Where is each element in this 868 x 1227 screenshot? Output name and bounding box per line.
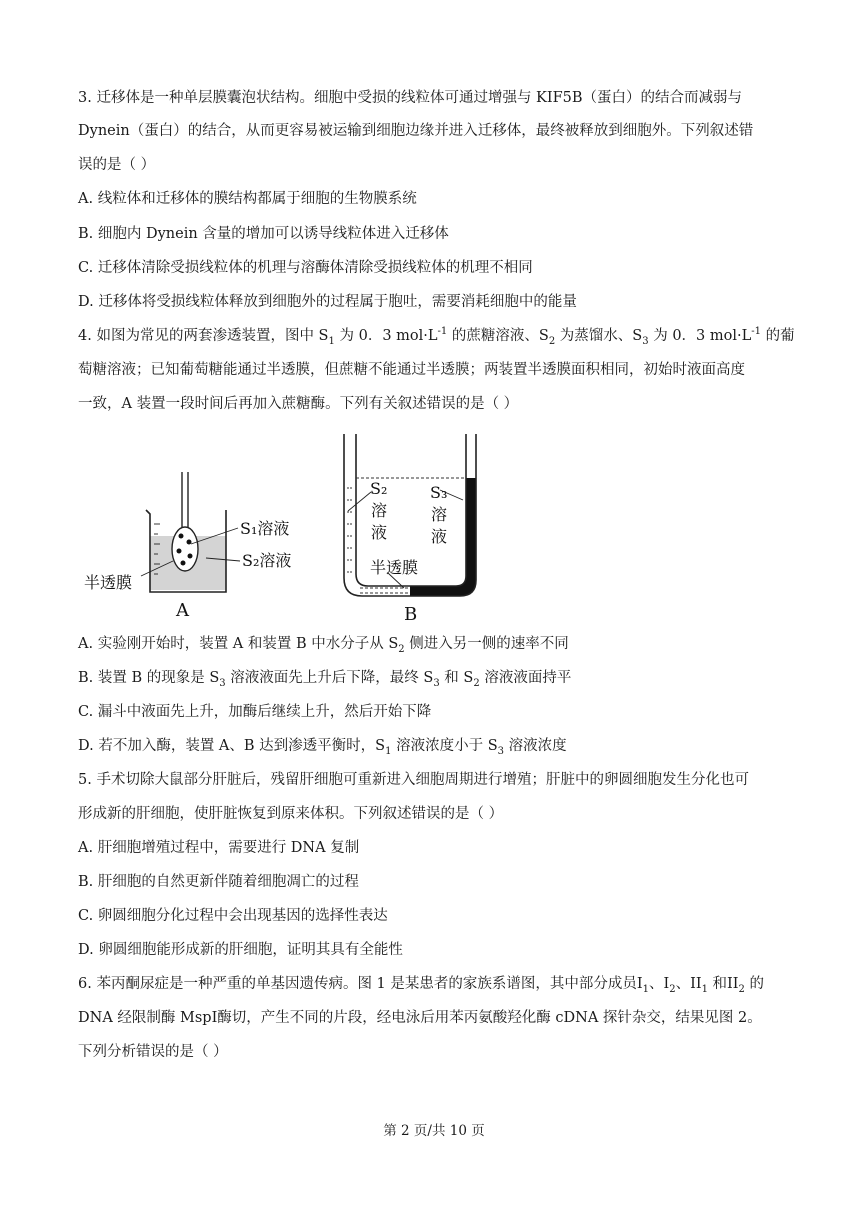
q3-option-c: C. 迁移体清除受损线粒体的机理与溶酶体清除受损线粒体的机理不相同: [78, 260, 533, 276]
b-s2-rong: 溶: [371, 501, 388, 520]
b-s3-label: S₃: [430, 483, 448, 502]
osmosis-figure: [78, 428, 498, 628]
q4-stem-line-3: 一致，A 装置一段时间后再加入蔗糖酶。下列有关叙述错误的是（ ）: [78, 396, 519, 412]
b-membrane-label: 半透膜: [370, 558, 419, 577]
a-s2-label: S₂溶液: [242, 551, 292, 570]
q3-stem-line-2: Dynein（蛋白）的结合，从而更容易被运输到细胞边缘并进入迁移体，最终被释放到细胞外。下列叙述错: [78, 123, 754, 139]
q4-option-d: D. 若不加入酶，装置 A、B 达到渗透平衡时，$S_1$ 溶液浓度小于 $S_3$ 溶液浓度: [78, 738, 567, 757]
osmosis-figure-svg: [78, 428, 498, 628]
b-s2-label: S₂: [370, 479, 388, 498]
q3-option-d: D. 迁移体将受损线粒体释放到细胞外的过程属于胞吐，需要消耗细胞中的能量: [78, 294, 577, 310]
b-s2-ye: 液: [371, 523, 388, 542]
q4-stem-line-2: 萄糖溶液；已知葡萄糖能通过半透膜，但蔗糖不能通过半透膜；两装置半透膜面积相同，初始时液面高度: [78, 362, 745, 378]
q3-option-a: A. 线粒体和迁移体的膜结构都属于细胞的生物膜系统: [78, 191, 417, 207]
a-membrane-label: 半透膜: [84, 573, 133, 592]
page-footer: 第 2 页/共 10 页: [383, 1123, 485, 1139]
b-s3-ye: 液: [431, 527, 448, 546]
q5-option-b: B. 肝细胞的自然更新伴随着细胞凋亡的过程: [78, 874, 359, 890]
b-s3-rong: 溶: [431, 505, 448, 524]
q3-stem-line-1: 3. 迁移体是一种单层膜囊泡状结构。细胞中受损的线粒体可通过增强与 KIF5B（蛋白）的结合而减弱与: [78, 90, 743, 106]
device-b-label: B: [404, 604, 418, 625]
q4-option-a: A. 实验刚开始时，装置 A 和装置 B 中水分子从 $S_2$ 侧进入另一侧的速率不同: [78, 636, 569, 655]
q5-stem-line-2: 形成新的肝细胞，使肝脏恢复到原来体积。下列叙述错误的是（ ）: [78, 806, 504, 822]
q4-option-c: C. 漏斗中液面先上升，加酶后继续上升，然后开始下降: [78, 704, 432, 720]
q6-stem-line-1: 6. 苯丙酮尿症是一种严重的单基因遗传病。图 1 是某患者的家族系谱图，其中部分成员$I_1$、$I_2$、$II_1$ 和$II_2$ 的: [78, 976, 765, 995]
q4-option-b: B. 装置 B 的现象是 $S_3$ 溶液液面先上升后下降，最终 $S_3$ 和 $S_2$ 溶液液面持平: [78, 670, 572, 689]
q5-option-a: A. 肝细胞增殖过程中，需要进行 DNA 复制: [78, 840, 360, 856]
device-a-label: A: [176, 600, 189, 621]
q3-stem-line-3: 误的是（ ）: [78, 157, 156, 173]
q5-option-d: D. 卵圆细胞能形成新的肝细胞，证明其具有全能性: [78, 942, 403, 958]
q3-option-b: B. 细胞内 Dynein 含量的增加可以诱导线粒体进入迁移体: [78, 226, 449, 242]
q5-stem-line-1: 5. 手术切除大鼠部分肝脏后，残留肝细胞可重新进入细胞周期进行增殖；肝脏中的卵圆细胞发生分化也可: [78, 772, 749, 788]
q5-option-c: C. 卵圆细胞分化过程中会出现基因的选择性表达: [78, 908, 388, 924]
q4-stem-line-1: 4. 如图为常见的两套渗透装置，图中 $S_1$ 为 0．3 $mol\cdot L^{-1}$ 的蔗糖溶液、$S_2$ 为蒸馏水、$S_3$ 为 0．3 $mol\cdot L^{-1}$ 的葡: [78, 326, 795, 347]
device-b: [344, 434, 476, 625]
device-a: [84, 472, 291, 621]
a-s1-label: S₁溶液: [240, 519, 290, 538]
q6-stem-line-3: 下列分析错误的是（ ）: [78, 1044, 228, 1060]
q6-stem-line-2: DNA 经限制酶 MspI酶切，产生不同的片段，经电泳后用苯丙氨酸羟化酶 cDNA 探针杂交，结果见图 2。: [78, 1010, 762, 1026]
